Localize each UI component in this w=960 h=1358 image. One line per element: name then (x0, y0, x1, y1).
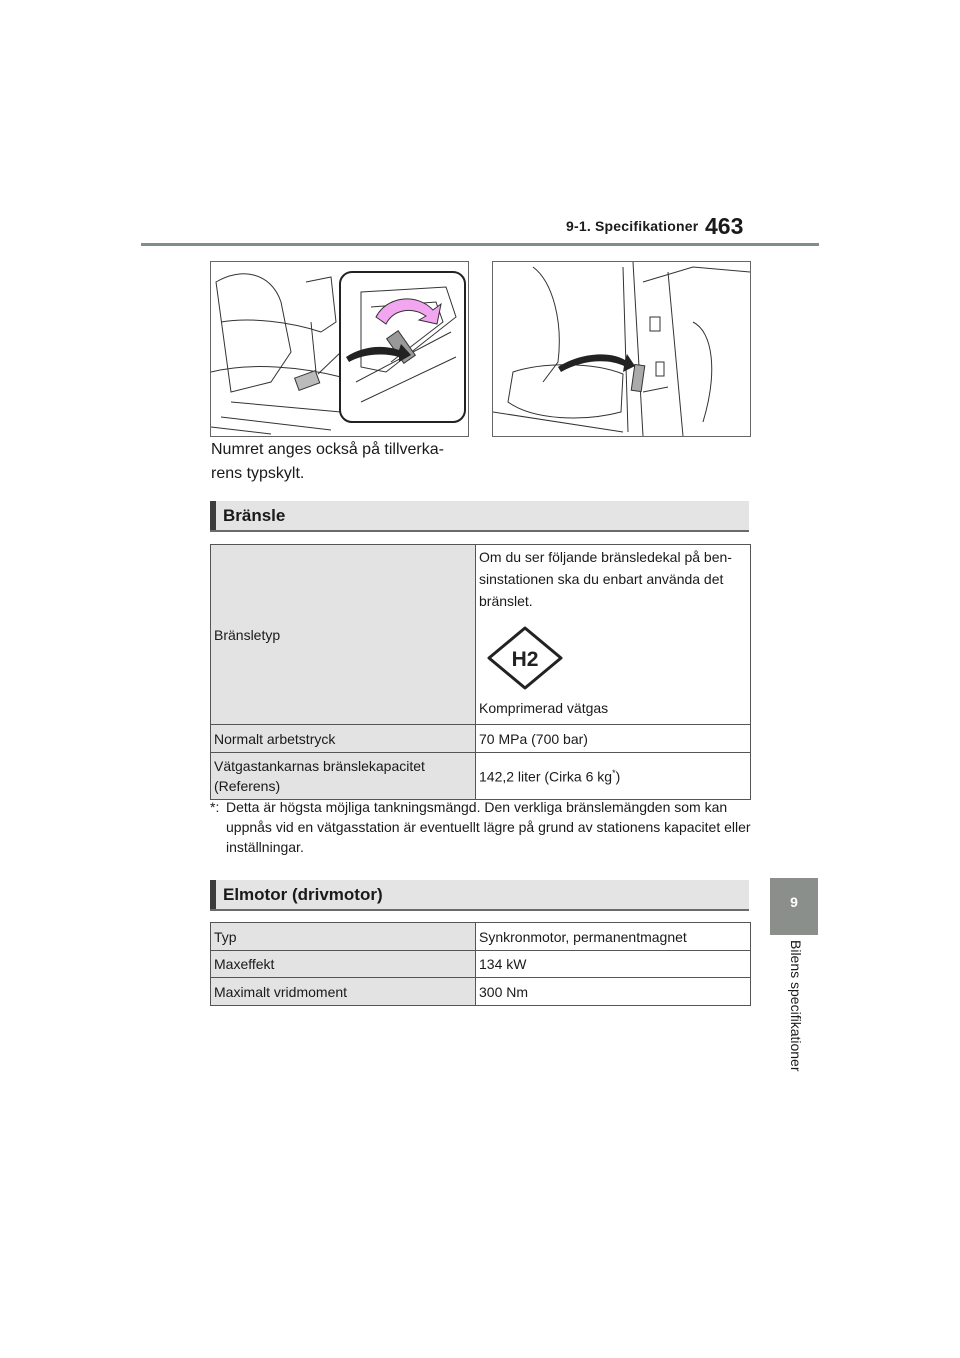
h2-decal-text: H2 (511, 648, 539, 671)
capacity-value (476, 753, 751, 800)
footnote-marker: * (612, 767, 616, 778)
footnote-mark: *: (210, 799, 220, 815)
fuel-decal-description: Om du ser följande bränsledekal på ben- sinstationen ska du enbart använda det bränslet. (479, 549, 732, 609)
door-jamb-illustration (492, 261, 751, 437)
max-torque-value: 300 Nm (476, 978, 751, 1006)
seat-floor-drawing (211, 262, 468, 436)
pressure-value: 70 MPa (700 bar) (476, 725, 751, 753)
footnote-text: Detta är högsta möjliga tankningsmängd. Den verkliga bränslemängden som kan uppnås vid en vätgasstation är eventuellt lägre på grund av stationens kapacitet eller inställningar. (226, 799, 751, 855)
capacity-value-end: ) (615, 768, 621, 785)
max-power-value: 134 kW (476, 951, 751, 978)
header-rule (141, 243, 819, 246)
fuel-type-label: Bränsletyp (211, 545, 476, 725)
motor-type-value: Synkronmotor, permanentmagnet (476, 923, 751, 951)
max-torque-label: Maximalt vridmoment (211, 978, 476, 1006)
fuel-name: Komprimerad vätgas (479, 700, 609, 716)
door-jamb-drawing (493, 262, 750, 436)
chapter-title: Bilens specifikationer (788, 940, 804, 1072)
heading-bar (210, 880, 216, 909)
fuel-section-heading (210, 501, 749, 532)
h2-decal (487, 626, 563, 690)
figure-caption: Numret anges också på tillverka- rens typskylt. (211, 441, 444, 482)
table-row (211, 725, 751, 753)
capacity-value-main: 142,2 liter (Cirka 6 kg (479, 768, 613, 785)
capacity-label: Vätgastankarnas bränslekapacitet (Referens) (211, 753, 476, 800)
heading-bar (210, 501, 216, 530)
footnote (210, 797, 755, 857)
pressure-label: Normalt arbetstryck (211, 725, 476, 753)
motor-type-label: Typ (211, 923, 476, 951)
table-row (211, 951, 751, 978)
motor-section-heading (210, 880, 749, 911)
fuel-spec-table (210, 544, 751, 800)
table-row (211, 545, 751, 725)
fuel-type-value (476, 545, 751, 725)
motor-spec-table (210, 922, 751, 1006)
table-row (211, 978, 751, 1006)
table-row (211, 923, 751, 951)
seat-floor-illustration (210, 261, 469, 437)
motor-section-title: Elmotor (drivmotor) (223, 885, 383, 904)
max-power-label: Maxeffekt (211, 951, 476, 978)
table-row (211, 753, 751, 800)
h2-decal-icon (487, 626, 563, 690)
page-number: 463 (705, 213, 744, 239)
fuel-section-title: Bränsle (223, 506, 286, 525)
section-title: 9-1. Specifikationer (566, 218, 699, 234)
chapter-tab: 9 (770, 878, 818, 935)
